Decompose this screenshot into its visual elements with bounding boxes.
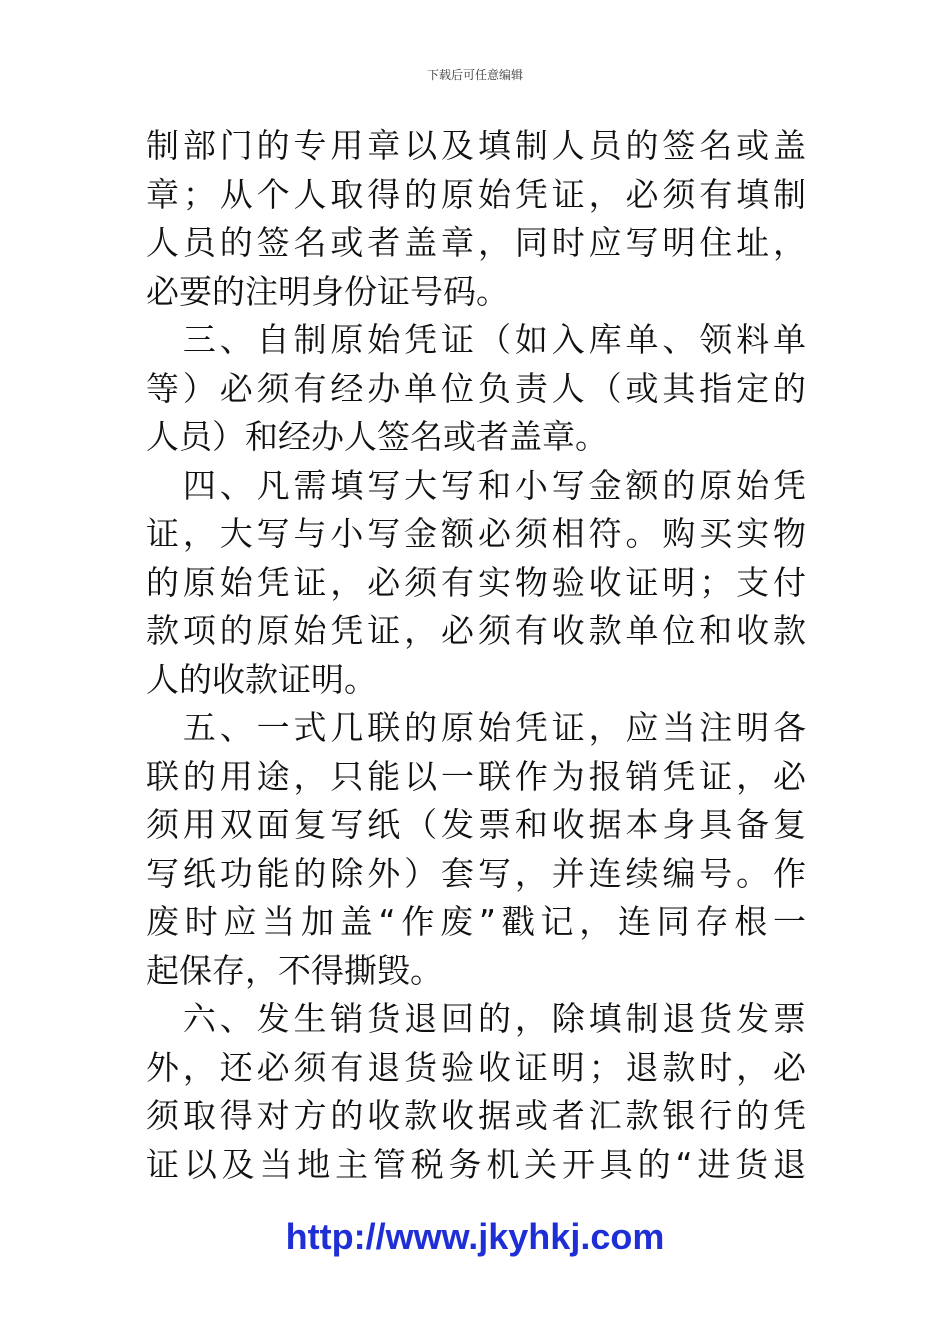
- header-note: 下载后可任意编辑: [426, 68, 523, 82]
- text-line: 的原始凭证，必须有实物验收证明；支付: [146, 562, 806, 602]
- text-line: 制部门的专用章以及填制人员的签名或盖: [146, 126, 806, 165]
- text-line: 人员）和经办人签名或者盖章。: [146, 417, 608, 456]
- text-line: 须用双面复写纸（发票和收据本身具备复: [146, 805, 806, 844]
- text-line: 等）必须有经办单位负责人（或其指定的: [146, 368, 806, 408]
- body-text: [146, 122, 806, 1189]
- text-line: 废时应当加盖“作废”戳记，连同存根一: [146, 902, 806, 941]
- text-line: 联的用途，只能以一联作为报销凭证，必: [146, 756, 806, 796]
- text-line: 证，大写与小写金额必须相符。购买实物: [146, 514, 806, 553]
- text-line: 人的收款证明。: [146, 659, 377, 699]
- website-link[interactable]: http://www.jkyhkj.com: [285, 1216, 665, 1257]
- text-line: 起保存，不得撕毁。: [146, 950, 443, 990]
- text-line: 六、发生销货退回的，除填制退货发票: [146, 999, 806, 1038]
- text-line: 四、凡需填写大写和小写金额的原始凭: [146, 465, 806, 505]
- text-line: 五、一式几联的原始凭证，应当注明各: [146, 708, 806, 747]
- text-line: 证以及当地主管税务机关开具的“进货退: [146, 1144, 806, 1184]
- text-line: 须取得对方的收款收据或者汇款银行的凭: [146, 1096, 806, 1135]
- text-line: 写纸功能的除外）套写，并连续编号。作: [146, 853, 806, 893]
- text-line: 三、自制原始凭证（如入库单、领料单: [146, 320, 806, 359]
- text-line: 款项的原始凭证，必须有收款单位和收款: [146, 611, 806, 650]
- text-line: 章；从个人取得的原始凭证，必须有填制: [146, 174, 806, 214]
- text-line: 外，还必须有退货验收证明；退款时，必: [146, 1047, 806, 1087]
- text-line: 必要的注明身份证号码。: [146, 271, 509, 311]
- text-line: 人员的签名或者盖章，同时应写明住址，: [146, 223, 806, 262]
